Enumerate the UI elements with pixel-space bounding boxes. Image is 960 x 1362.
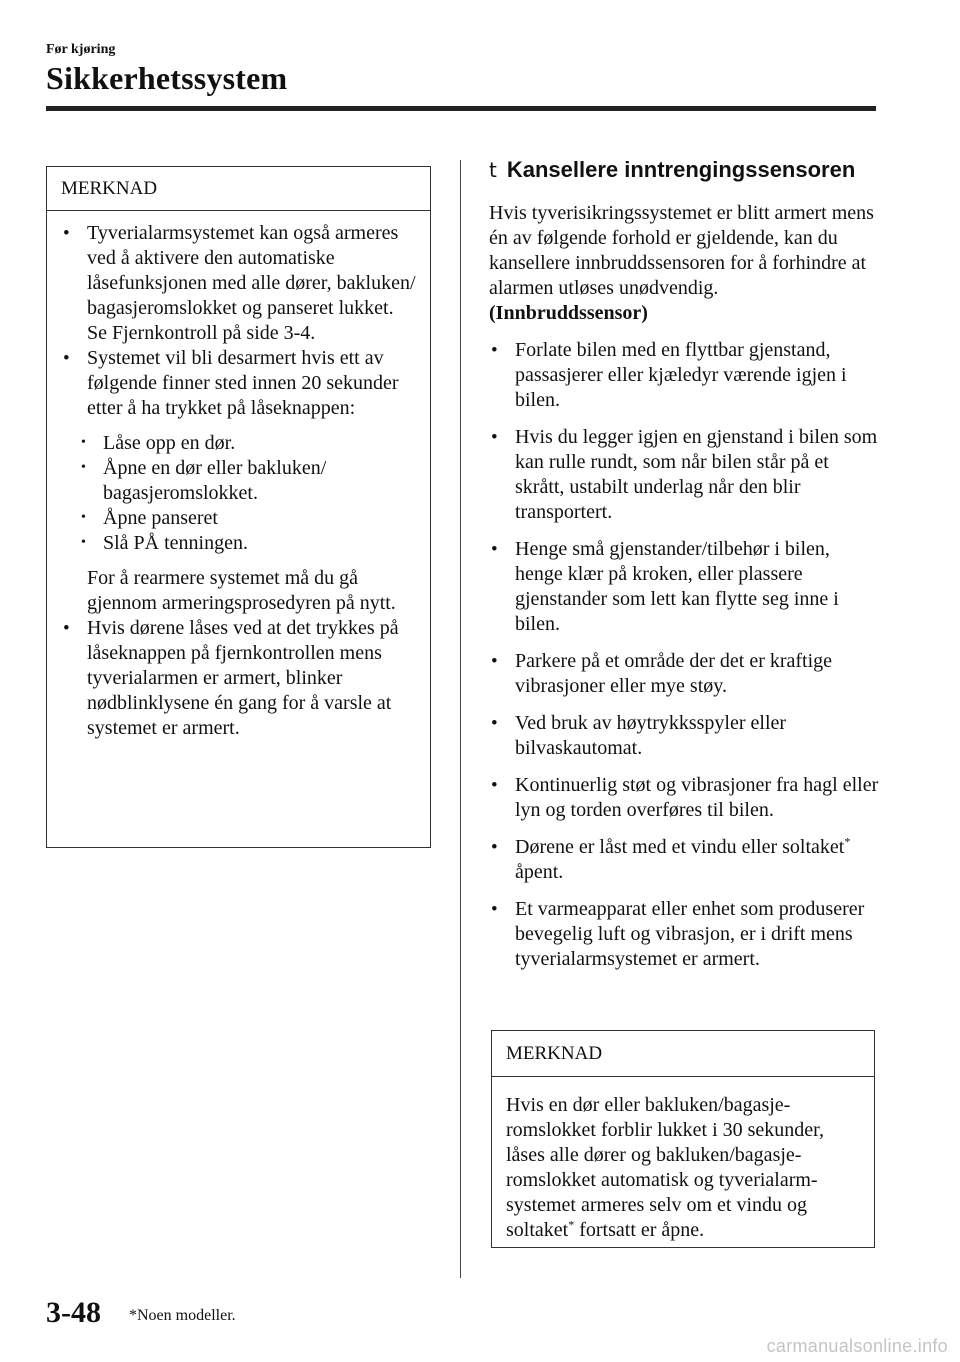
list-item: • Parkere på et område der det er kraftige vibrasjoner eller mye støy. — [489, 649, 879, 699]
page-reference: Se Fjernkontroll på side 3-4. — [87, 322, 316, 344]
intro-text: Hvis tyverisikringssystemet er blitt armert mens én av følgende forhold er gjeldende, kan du kansellere innbruddssensoren for å forhindre at alarmen utløses unødvendig. — [489, 202, 874, 299]
footnote-star: * — [568, 1217, 575, 1232]
note-box-right — [491, 1030, 875, 1248]
list-item: • Kontinuerlig støt og vibrasjoner fra hagl eller lyn og torden overføres til bilen. — [489, 773, 879, 823]
note-box-left — [46, 166, 431, 848]
section-intro — [489, 201, 879, 326]
sub-item: • Åpne panseret — [75, 506, 416, 531]
note-body — [47, 211, 430, 741]
list-item: • Forlate bilen med en flyttbar gjenstand, passasjerer eller kjæledyr værende igjen i bilen. — [489, 338, 879, 413]
list-item: • Hvis du legger igjen en gjenstand i bilen som kan rulle rundt, som når bilen står på et skrått, ustabilt underlag når den blir transportert. — [489, 425, 879, 525]
list-item-text: Dørene er låst med et vindu eller soltaket — [515, 836, 845, 858]
page-title: Sikkerhetssystem — [46, 60, 288, 96]
intro-bold: (Innbruddssensor) — [489, 302, 648, 324]
note-bullet — [61, 346, 416, 421]
title-rule — [46, 106, 876, 111]
rearm-text: For å rearmere systemet må du gå gjennom armeringsprosedyren på nytt. — [87, 567, 396, 614]
list-item: • Ved bruk av høytrykksspyler eller bilvaskautomat. — [489, 711, 879, 761]
sub-item: • Åpne en dør eller bakluken/ bagasjeromslokket. — [75, 456, 416, 506]
watermark: carmanualsonline.info — [766, 1336, 948, 1356]
note-heading: MERKNAD — [47, 167, 430, 211]
section-heading — [489, 155, 879, 185]
footnote: *Noen modeller. — [129, 1307, 236, 1324]
list-item: • Henge små gjenstander/tilbehør i bilen, henge klær på kroken, eller plassere gjenstander som lett kan flytte seg inne i bilen. — [489, 537, 879, 637]
section-marker: t — [489, 158, 497, 182]
note-bullet — [61, 616, 416, 741]
note-bullet-text: Tyverialarmsystemet kan også armeres ved å aktivere den automatiske låsefunksjonen med alle dører, bakluken/ bagasjeromslokket og panseret lukket. — [87, 222, 416, 319]
chapter-label: Før kjøring — [46, 42, 116, 57]
note-text: Hvis en dør eller bakluken/bagasje-romslokket forblir lukket i 30 sekunder, låses alle dører og bakluken/bagasje-romslokket automatisk og tyverialarm-systemet armeres selv om et vindu og soltaket — [506, 1094, 825, 1241]
note-text: fortsatt er åpne. — [574, 1219, 705, 1241]
note-bullet — [61, 221, 416, 346]
column-divider — [460, 160, 461, 1278]
note-bullet-text: Systemet vil bli desarmert hvis ett av følgende finner sted innen 20 sekunder etter å ha trykket på låseknappen: — [87, 347, 399, 419]
note-bullet-text: Hvis dørene låses ved at det trykkes på låseknappen på fjernkontrollen mens tyverialarmen er armert, blinker nødblinklysene én gang for å varsle at systemet er armert. — [87, 617, 399, 739]
sub-list — [61, 431, 416, 556]
list-item-text: åpent. — [515, 861, 564, 883]
condition-list — [489, 338, 879, 972]
section-title: Kansellere inntrengingssensoren — [506, 157, 856, 182]
page-number: 3-48 — [46, 1296, 101, 1329]
list-item: • Et varmeapparat eller enhet som produserer bevegelig luft og vibrasjon, er i drift mens tyverialarmsystemet er armert. — [489, 897, 879, 972]
list-item — [489, 835, 879, 885]
note-heading: MERKNAD — [492, 1031, 874, 1077]
note-body — [492, 1077, 874, 1243]
right-column — [489, 155, 879, 984]
sub-item: • Slå PÅ tenningen. — [75, 531, 416, 556]
sub-item: • Låse opp en dør. — [75, 431, 416, 456]
footnote-star: * — [844, 834, 851, 849]
